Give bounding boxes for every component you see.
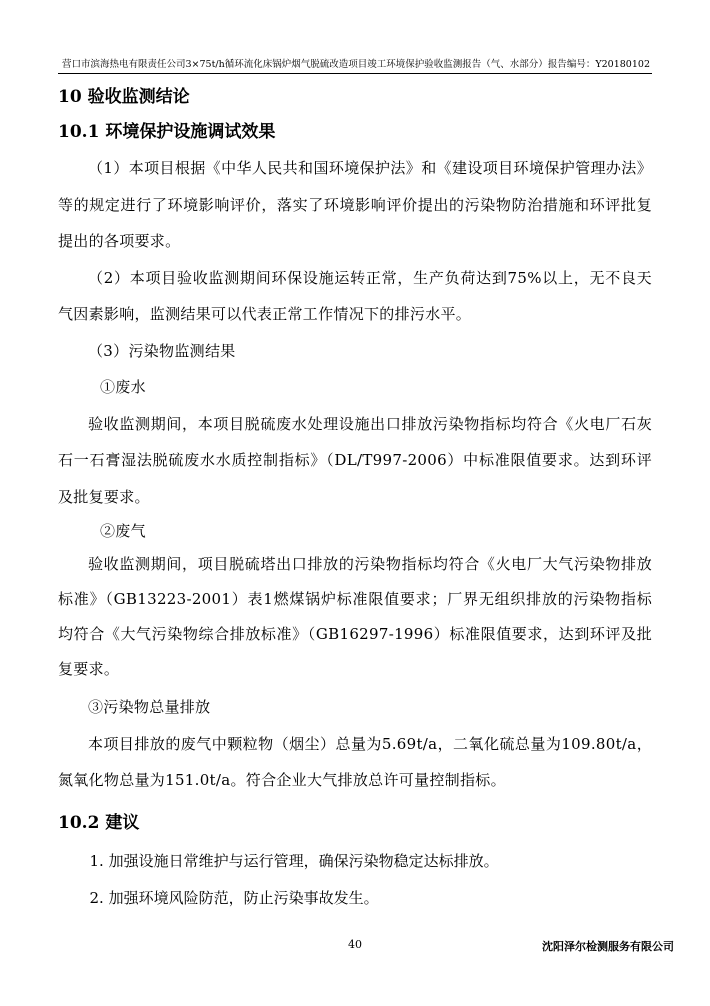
company-name: 沈阳泽尔检测服务有限公司 (542, 940, 674, 953)
page-footer (58, 938, 674, 956)
paragraph-3-label: （3）污染物监测结果 (88, 341, 236, 360)
paragraph-1: （1）本项目根据《中华人民共和国环境保护法》和《建设项目环境保护管理办法》等的规定进行了环境影响评价，落实了环境影响评价提出的污染物防治措施和环评批复提出的各项要求。 (58, 159, 652, 250)
subsection-title-2: 10.2 建议 (58, 812, 140, 833)
suggestion-item: 1. 加强设施日常维护与运行管理，确保污染物稳定达标排放。 (89, 851, 499, 870)
page-header (58, 57, 652, 74)
section-title: 10 验收监测结论 (58, 87, 190, 107)
item-total-emission-text: 本项目排放的废气中颗粒物（烟尘）总量为5.69t/a，二氧化硫总量为109.80t/a，氮氧化物总量为151.0t/a。符合企业大气排放总许可量控制指标。 (58, 734, 652, 789)
report-title: 营口市滨海热电有限责任公司3×75t/h循环流化床锅炉烟气脱硫改造项目竣工环境保护验收监测报告（气、水部分） (62, 59, 548, 70)
item-exhaust-text: 验收监测期间，项目脱硫塔出口排放的污染物指标均符合《火电厂大气污染物排放标准》（GB13223-2001）表1燃煤锅炉标准限值要求；厂界无组织排放的污染物指标均符合《大气污染物综合排放标准》（GB16297-1996）标准限值要求，达到环评及批复要求。 (58, 555, 652, 678)
item-wastewater-text: 验收监测期间，本项目脱硫废水处理设施出口排放污染物指标均符合《火电厂石灰石一石膏湿法脱硫废水水质控制指标》（DL/T997-2006）中标准限值要求。达到环评及批复要求。 (58, 414, 652, 506)
report-number: 报告编号：Y20180102 (547, 59, 650, 70)
item-exhaust-label: ②废气 (100, 522, 146, 540)
document-body (58, 78, 652, 917)
suggestion-item: 2. 加强环境风险防范，防止污染事故发生。 (89, 888, 379, 907)
paragraph-2: （2）本项目验收监测期间环保设施运转正常，生产负荷达到75%以上，无不良天气因素影响，监测结果可以代表正常工作情况下的排污水平。 (58, 268, 652, 323)
item-wastewater-label: ①废水 (100, 378, 146, 396)
page-number: 40 (348, 938, 362, 951)
item-total-emission-label: ③污染物总量排放 (88, 698, 211, 716)
subsection-title-1: 10.1 环境保护设施调试效果 (58, 122, 276, 142)
